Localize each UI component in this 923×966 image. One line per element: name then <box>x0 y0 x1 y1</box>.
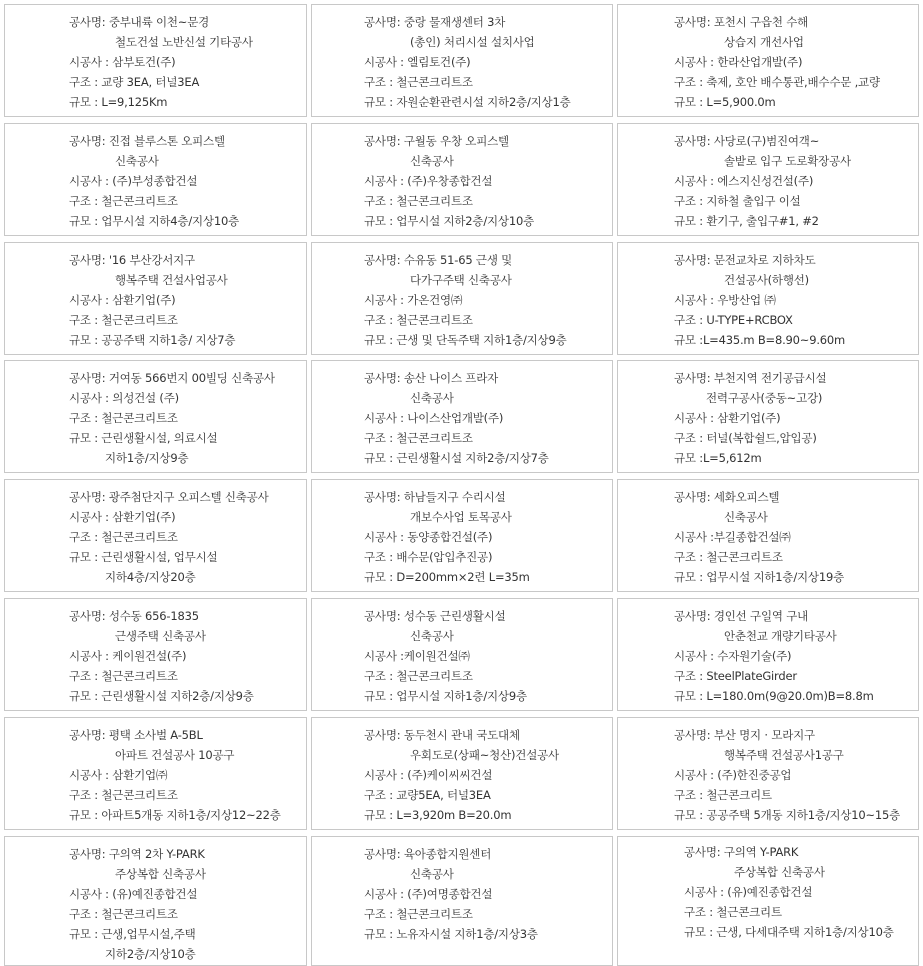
project-detail-line: 시공사 : 에스지신성건설(주) <box>674 174 814 188</box>
project-detail-line: 규모 : 근생 및 단독주택 지하1층/지상9층 <box>364 333 567 347</box>
project-detail-line: 시공사 :부길종합건설㈜ <box>674 530 791 544</box>
project-detail-continued: 철도건설 노반신설 기타공사 <box>115 35 253 49</box>
project-detail-continued: 우회도로(상패~청산)건설공사 <box>410 748 559 762</box>
project-detail-line: 공사명: 진접 블루스톤 오피스텔 <box>69 134 225 148</box>
project-detail-line: 구조 : 터널(복합쉴드,압입공) <box>674 431 817 445</box>
project-detail-line: 시공사 : 가온건영㈜ <box>364 293 463 307</box>
project-detail-line: 구조 : 철근콘크리트조 <box>69 411 178 425</box>
project-detail-line: 규모 : L=180.0m(9@20.0m)B=8.8m <box>674 689 874 703</box>
project-detail-line: 구조 : 철근콘크리트조 <box>364 431 473 445</box>
project-detail-continued: 전력구공사(중동~고강) <box>706 391 823 405</box>
project-detail-line: 시공사 : (주)우창종합건설 <box>364 174 493 188</box>
project-detail-line: 규모 : 근린생활시설, 업무시설 <box>69 550 218 564</box>
project-card <box>311 360 613 473</box>
project-detail-line: 시공사 :케이원건설㈜ <box>364 649 470 663</box>
project-detail-line: 시공사 : 의성건설 (주) <box>69 391 179 405</box>
project-detail-line: 구조 : 배수문(압입추진공) <box>364 550 493 564</box>
project-detail-line: 규모 : 업무시설 지하2층/지상10층 <box>364 214 534 228</box>
project-card <box>617 123 919 236</box>
project-detail-line: 구조 : 철근콘크리트조 <box>69 788 178 802</box>
project-detail-line: 시공사 : (주)부성종합건설 <box>69 174 198 188</box>
project-detail-continued: 상습지 개선사업 <box>724 35 804 49</box>
project-detail-line: 규모 : 업무시설 지하4층/지상10층 <box>69 214 239 228</box>
project-detail-line: 규모 :L=435.m B=8.90~9.60m <box>674 333 846 347</box>
project-detail-line: 구조 : 철근콘크리트조 <box>69 194 178 208</box>
project-detail-line: 규모 : 노유자시설 지하1층/지상3층 <box>364 927 538 941</box>
project-detail-line: 구조 : 철근콘크리트조 <box>69 907 178 921</box>
project-detail-line: 구조 : 철근콘크리트 <box>674 788 772 802</box>
project-detail-line: 시공사 : 삼부토건(주) <box>69 55 176 69</box>
project-detail-line: 공사명: 성수동 656-1835 <box>69 609 199 623</box>
project-card <box>617 717 919 830</box>
project-detail-line: 시공사 : 삼환기업(주) <box>69 293 176 307</box>
project-detail-line: 구조 : 철근콘크리트조 <box>674 550 783 564</box>
project-detail-continued: 신축공사 <box>410 629 454 643</box>
project-detail-line: 시공사 : 나이스산업개발(주) <box>364 411 504 425</box>
project-detail-line: 구조 : 교량 3EA, 터널3EA <box>69 75 200 89</box>
project-detail-line: 공사명: 중부내륙 이천~문경 <box>69 15 210 29</box>
project-detail-line: 시공사 : 삼환기업(주) <box>674 411 781 425</box>
project-detail-line: 공사명: 사당로(구)범진여객~ <box>674 134 820 148</box>
project-card <box>4 479 307 592</box>
project-detail-line: 구조 : 철근콘크리트조 <box>69 530 178 544</box>
project-detail-line: 시공사 : 삼환기업㈜ <box>69 768 168 782</box>
project-detail-line: 규모 : L=9,125Km <box>69 95 168 109</box>
project-detail-line: 시공사 : 한라산업개발(주) <box>674 55 803 69</box>
project-detail-continued: 신축공사 <box>410 154 454 168</box>
project-detail-line: 공사명: '16 부산강서지구 <box>69 253 195 267</box>
project-detail-line: 공사명: 하남들지구 수리시설 <box>364 490 506 504</box>
project-detail-line: 시공사 : (유)예진종합건설 <box>69 887 198 901</box>
project-detail-line: 구조 : 교량5EA, 터널3EA <box>364 788 491 802</box>
project-detail-line: 공사명: 구의역 Y-PARK <box>684 845 799 859</box>
project-detail-continued: 근생주택 신축공사 <box>115 629 206 643</box>
project-detail-line: 시공사 : (주)한진중공업 <box>674 768 792 782</box>
project-detail-continued: 아파트 건설공사 10공구 <box>115 748 235 762</box>
project-card <box>4 360 307 473</box>
project-detail-continued: 솔밭로 입구 도로확장공사 <box>724 154 851 168</box>
project-detail-line: 구조 : 철근콘크리트조 <box>364 313 473 327</box>
project-card <box>311 598 613 711</box>
project-detail-line: 규모 : 공공주택 5개동 지하1층/지상10~15층 <box>674 808 901 822</box>
project-detail-continued: 지하4층/지상20층 <box>105 570 196 584</box>
project-card <box>617 479 919 592</box>
project-detail-continued: 주상복합 신축공사 <box>734 865 825 879</box>
project-detail-line: 구조 : 철근콘크리트조 <box>69 669 178 683</box>
project-detail-line: 규모 : 근린생활시설 지하2층/지상7층 <box>364 451 549 465</box>
project-detail-line: 규모 : L=5,900.0m <box>674 95 776 109</box>
project-detail-line: 공사명: 경인선 구일역 구내 <box>674 609 809 623</box>
project-card <box>311 717 613 830</box>
project-detail-line: 공사명: 동두천시 관내 국도대체 <box>364 728 520 742</box>
project-detail-continued: 주상복합 신축공사 <box>115 867 206 881</box>
project-detail-line: 공사명: 성수동 근린생활시설 <box>364 609 506 623</box>
project-detail-line: 규모 : 근린생활시설, 의료시설 <box>69 431 218 445</box>
project-detail-continued: (총인) 처리시설 설치사업 <box>410 35 535 49</box>
project-detail-line: 구조 : 철근콘크리트조 <box>69 313 178 327</box>
project-detail-continued: 신축공사 <box>115 154 159 168</box>
project-card <box>617 360 919 473</box>
project-detail-line: 규모 : 업무시설 지하1층/지상9층 <box>364 689 527 703</box>
project-card <box>311 836 613 966</box>
project-detail-line: 규모 : 근생, 다세대주택 지하1층/지상10층 <box>684 925 894 939</box>
project-detail-line: 구조 : 철근콘크리트 <box>684 905 782 919</box>
project-detail-line: 구조 : 철근콘크리트조 <box>364 669 473 683</box>
project-detail-line: 공사명: 세화오피스텔 <box>674 490 780 504</box>
project-detail-line: 규모 :L=5,612m <box>674 451 762 465</box>
project-detail-continued: 건설공사(하행선) <box>724 273 809 287</box>
project-detail-line: 시공사 : (주)케이씨씨건설 <box>364 768 493 782</box>
project-card <box>311 4 613 117</box>
project-card <box>617 4 919 117</box>
project-detail-line: 구조 : U-TYPE+RCBOX <box>674 313 793 327</box>
project-detail-line: 구조 : 철근콘크리트조 <box>364 194 473 208</box>
project-detail-line: 규모 : 자원순환관련시설 지하2층/지상1층 <box>364 95 571 109</box>
project-detail-line: 규모 : 업무시설 지하1층/지상19층 <box>674 570 844 584</box>
project-detail-continued: 신축공사 <box>410 391 454 405</box>
project-detail-line: 시공사 : 동양종합건설(주) <box>364 530 493 544</box>
project-detail-line: 규모 : 아파트5개동 지하1층/지상12~22층 <box>69 808 281 822</box>
project-detail-line: 시공사 : 엘림토건(주) <box>364 55 471 69</box>
project-detail-line: 공사명: 거여동 566번지 00빌딩 신축공사 <box>69 371 275 385</box>
project-detail-line: 공사명: 부천지역 전기공급시설 <box>674 371 827 385</box>
project-detail-line: 시공사 : 케이원건설(주) <box>69 649 187 663</box>
project-detail-line: 공사명: 포천시 구읍천 수해 <box>674 15 809 29</box>
project-detail-line: 공사명: 육아종합지원센터 <box>364 847 492 861</box>
project-card <box>311 242 613 355</box>
project-detail-line: 시공사 : 수자원기술(주) <box>674 649 792 663</box>
project-detail-continued: 개보수사업 토목공사 <box>410 510 512 524</box>
project-card <box>4 717 307 830</box>
project-detail-line: 시공사 : 우방산업 ㈜ <box>674 293 776 307</box>
project-detail-line: 구조 : 철근콘크리트조 <box>364 907 473 921</box>
project-card <box>4 242 307 355</box>
project-card <box>4 836 307 966</box>
project-detail-line: 규모 : D=200mm×2련 L=35m <box>364 570 530 584</box>
project-detail-line: 규모 : 근생,업무시설,주택 <box>69 927 196 941</box>
project-detail-line: 공사명: 평택 소사벌 A-5BL <box>69 728 203 742</box>
project-card <box>617 598 919 711</box>
project-detail-line: 공사명: 광주첨단지구 오피스텔 신축공사 <box>69 490 269 504</box>
project-detail-continued: 신축공사 <box>724 510 768 524</box>
project-card <box>311 479 613 592</box>
project-detail-continued: 행복주택 건설사업공사 <box>115 273 228 287</box>
project-detail-line: 규모 : 근린생활시설 지하2층/지상9층 <box>69 689 254 703</box>
project-detail-line: 규모 : L=3,920m B=20.0m <box>364 808 512 822</box>
project-detail-continued: 신축공사 <box>410 867 454 881</box>
project-detail-continued: 행복주택 건설공사1공구 <box>724 748 844 762</box>
project-detail-line: 공사명: 부산 명지 · 모라지구 <box>674 728 815 742</box>
project-detail-continued: 지하1층/지상9층 <box>105 451 189 465</box>
project-detail-line: 공사명: 중랑 물재생센터 3차 <box>364 15 506 29</box>
project-detail-line: 공사명: 문전교차로 지하차도 <box>674 253 816 267</box>
project-detail-line: 공사명: 구의역 2차 Y-PARK <box>69 847 205 861</box>
project-detail-line: 규모 : 환기구, 출입구#1, #2 <box>674 214 819 228</box>
project-card <box>4 598 307 711</box>
project-card <box>4 4 307 117</box>
project-card <box>617 836 919 966</box>
project-detail-line: 구조 : 축제, 호안 배수통관,배수수문 ,교량 <box>674 75 880 89</box>
project-detail-line: 공사명: 송산 나이스 프라자 <box>364 371 499 385</box>
project-detail-line: 시공사 : (유)예진종합건설 <box>684 885 813 899</box>
project-detail-line: 공사명: 구월동 우창 오피스텔 <box>364 134 509 148</box>
project-detail-line: 규모 : 공공주택 지하1층/ 지상7층 <box>69 333 236 347</box>
project-card <box>617 242 919 355</box>
project-detail-continued: 안춘천교 개량기타공사 <box>724 629 837 643</box>
project-detail-continued: 지하2층/지상10층 <box>105 947 196 961</box>
project-detail-line: 공사명: 수유동 51-65 근생 및 <box>364 253 513 267</box>
project-detail-line: 시공사 : 삼환기업(주) <box>69 510 176 524</box>
project-detail-continued: 다가구주택 신축공사 <box>410 273 512 287</box>
project-detail-line: 구조 : SteelPlateGirder <box>674 669 797 683</box>
project-detail-line: 구조 : 철근콘크리트조 <box>364 75 473 89</box>
project-card <box>4 123 307 236</box>
project-card <box>311 123 613 236</box>
project-detail-line: 구조 : 지하철 출입구 이설 <box>674 194 801 208</box>
project-detail-line: 시공사 : (주)여명종합건설 <box>364 887 493 901</box>
